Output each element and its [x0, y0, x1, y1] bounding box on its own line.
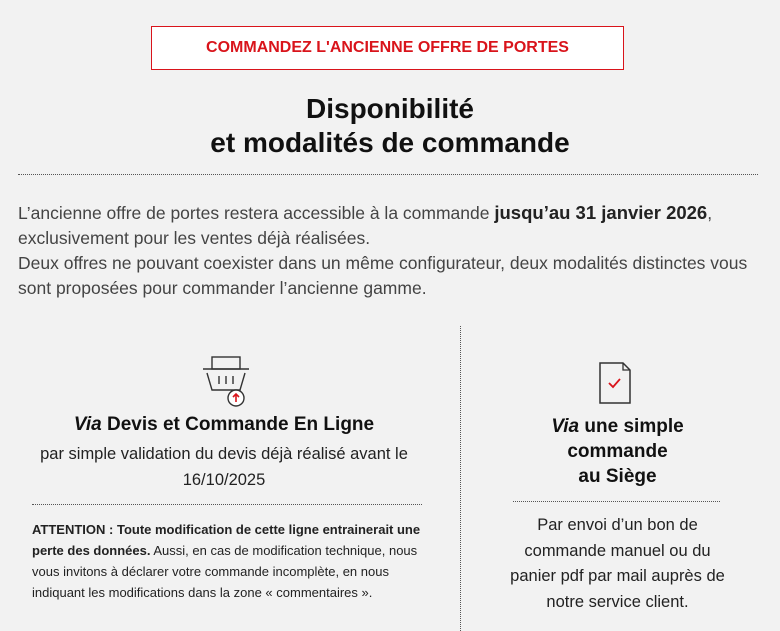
online-order-subtitle: par simple validation du devis déjà réalisé avant le 16/10/2025	[40, 445, 408, 489]
title-divider	[18, 174, 758, 175]
siege-order-heading	[490, 414, 745, 489]
right-divider	[513, 501, 720, 502]
siege-order-heading-via: Via	[551, 416, 580, 437]
order-old-offer-button[interactable]	[151, 26, 624, 70]
intro-p1-before: L’ancienne offre de portes restera accessible à la commande	[18, 203, 495, 223]
left-divider	[32, 504, 422, 505]
siege-order-heading-line1: une simple	[579, 416, 684, 437]
attention-note	[32, 519, 427, 603]
online-order-heading-rest: Devis et Commande En Ligne	[101, 414, 375, 435]
siege-order-heading-line2: commande	[567, 441, 668, 462]
page-title-line2: et modalités de commande	[210, 127, 570, 158]
siege-order-text: Par envoi d’un bon de commande manuel ou du panier pdf par mail auprès de notre service client.	[510, 516, 725, 611]
siege-order-heading-line3: au Siège	[578, 466, 657, 487]
column-divider	[460, 326, 461, 631]
online-order-heading-via: Via	[73, 414, 102, 435]
basket-upload-icon	[200, 354, 252, 408]
page-title-line1: Disponibilité	[306, 93, 474, 124]
document-check-icon	[595, 360, 635, 406]
order-old-offer-button-label: COMMANDEZ L'ANCIENNE OFFRE DE PORTES	[206, 39, 569, 56]
attention-bold: ATTENTION : Toute modification de cette ligne entrainerait une perte des données.	[32, 522, 421, 558]
attention-rest: Aussi, en cas de modification technique, nous vous invitons à déclarer votre commande incomplète, en nous indiquant les modifications dans la zone « commentaires ».	[32, 543, 418, 600]
intro-deadline: jusqu’au 31 janvier 2026	[494, 202, 708, 223]
intro-p1-after: , exclusivement pour les ventes déjà réalisées.	[18, 203, 713, 248]
intro-p2: Deux offres ne pouvant coexister dans un même configurateur, deux modalités distinctes vous sont proposées pour commander l’ancienne gamme.	[18, 253, 748, 298]
page-title	[0, 92, 780, 160]
online-order-heading	[20, 414, 428, 436]
intro-text	[18, 200, 763, 301]
